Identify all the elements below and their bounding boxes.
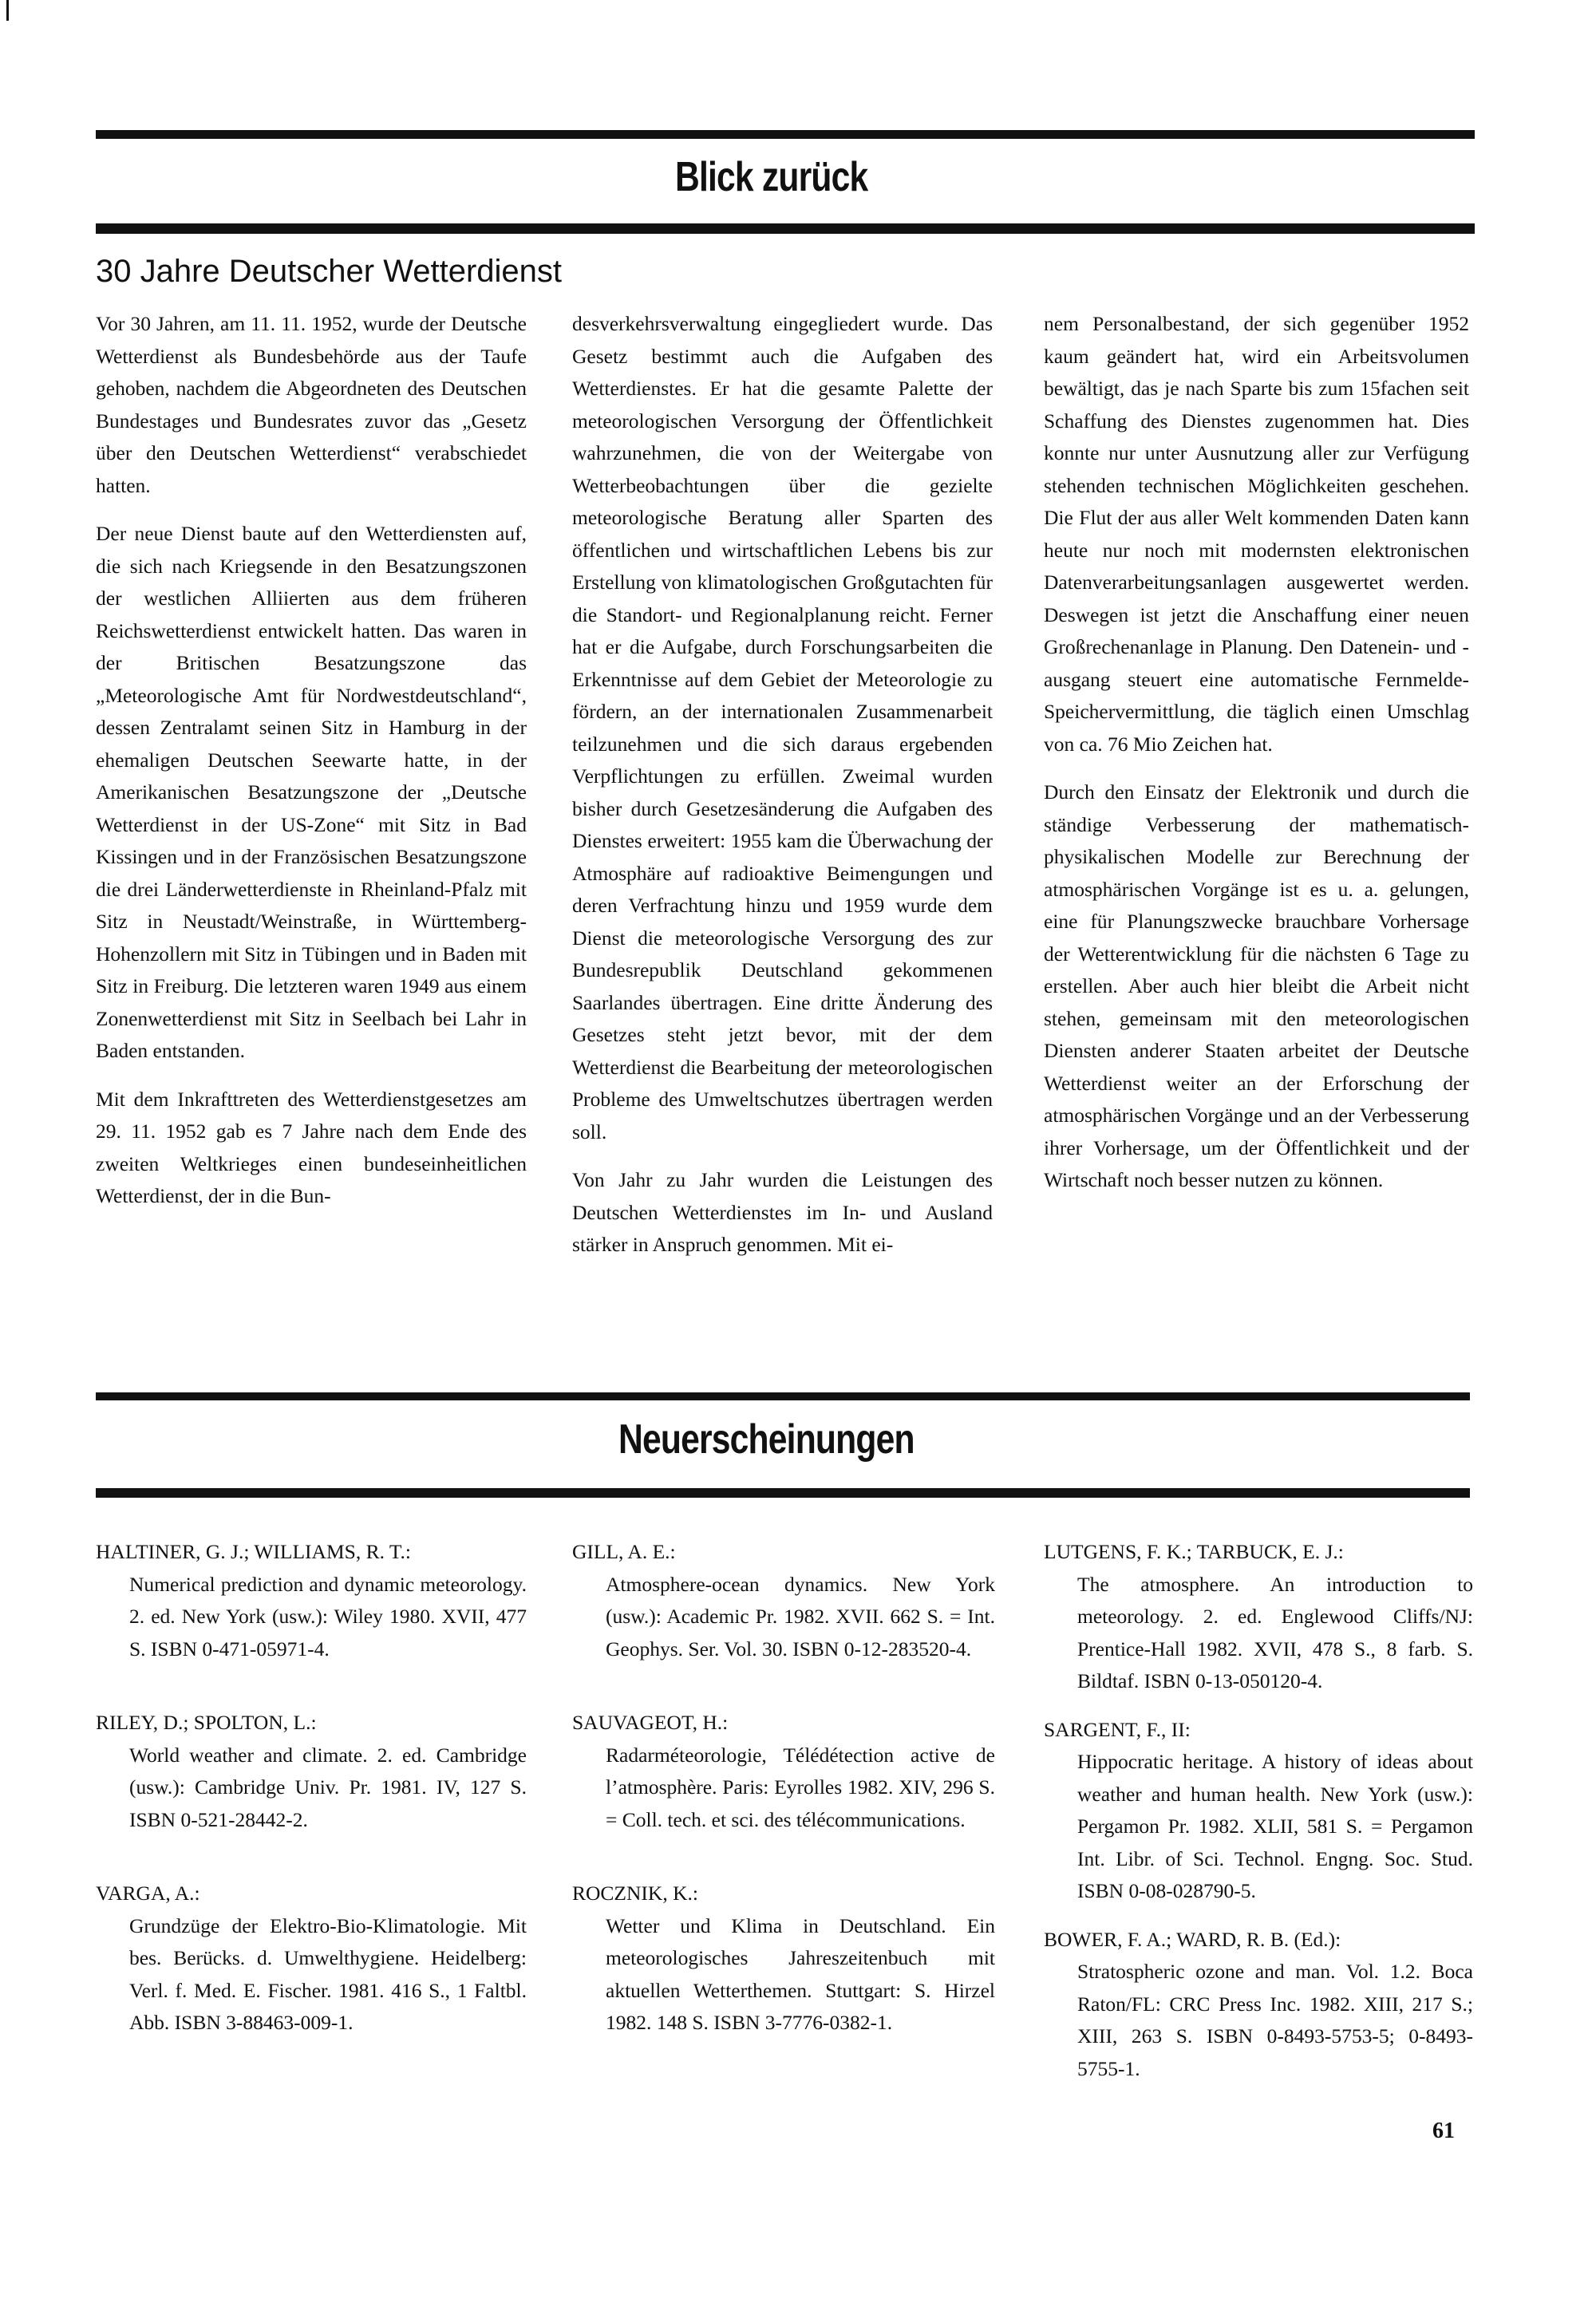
- section-rule-top: [96, 130, 1475, 139]
- reference-text: Grundzüge der Elektro-Bio-Klimatologie. Mit bes. Berücks. d. Umwelthygiene. Heidelberg: Verl. f. Med. E. Fischer. 1981. 416 S., 1 Faltbl. Abb. ISBN 3-88463-009-1.: [129, 1913, 527, 2034]
- reference-text: Atmosphere-ocean dynamics. New York (usw.): Academic Pr. 1982. XVII. 662 S. = Int. Geophys. Ser. Vol. 30. ISBN 0-12-283520-4.: [606, 1572, 995, 1661]
- article-column-2: [572, 308, 993, 1262]
- reference-entry: [572, 1707, 995, 1836]
- article-paragraph: Der neue Dienst baute auf den Wetterdiensten auf, die sich nach Kriegsende in den Besatzungszonen der westlichen Alliierten aus dem früheren Reichswetterdienst entwickelt hatten. Das waren in der Britischen Besatzungszone das „Meteorologische Amt für Nordwestdeutschland“, dessen Zentralamt seinen Sitz in Hamburg in der ehemaligen Deutschen Seewarte hatte, in der Amerikanischen Besatzungszone der „Deutsche Wetterdienst in der US-Zone“ mit Sitz in Bad Kissingen und in der Französischen Besatzungszone die drei Länderwetterdienste in Rheinland-Pfalz mit Sitz in Neustadt/Weinstraße, in Württemberg-Hohenzollern mit Sitz in Tübingen und in Baden mit Sitz in Freiburg. Die letzteren waren 1949 aus einem Zonenwetterdienst mit Sitz in Seelbach bei Lahr in Baden entstanden.: [96, 522, 527, 1062]
- reference-entry: [1044, 1714, 1473, 1908]
- article-paragraph: Vor 30 Jahren, am 11. 11. 1952, wurde der Deutsche Wetterdienst als Bundesbehörde aus der Taufe gehoben, nachdem die Abgeordneten des Deutschen Bundestages und Bundesrates zuvor das „Gesetz über den Deutschen Wetterdienst“ verabschiedet hatten.: [96, 312, 527, 497]
- section-heading-neuerscheinungen: Neuerscheinungen: [618, 1416, 915, 1463]
- article-paragraph: desverkehrsverwaltung eingegliedert wurde. Das Gesetz bestimmt auch die Aufgaben des Wetterdienstes. Er hat die gesamte Palette der meteorologischen Versorgung der Öffentlichkeit wahrzunehmen, die von der Weitergabe von Wetterbeobachtungen über die gezielte meteorologische Beratung aller Sparten des öffentlichen und wirtschaftlichen Lebens bis zur Erstellung von klimatologischen Großgutachten für die Standort- und Regionalplanung reicht. Ferner hat er die Aufgabe, durch Forschungsarbeiten die Erkenntnisse auf dem Gebiet der Meteorologie zu fördern, an der internationalen Zusammenarbeit teilzunehmen und die sich daraus ergebenden Verpflichtungen zu erfüllen. Zweimal wurden bisher durch Gesetzesänderung die Aufgaben des Dienstes erweitert: 1955 kam die Überwachung der Atmosphäre auf radioaktive Beimengungen und deren Verfrachtung hinzu und 1959 wurde dem Dienst die meteorologische Versorgung des zur Bundesrepublik Deutschland gekommenen Saarlandes übertragen. Eine dritte Änderung des Gesetzes steht jetzt bevor, mit der dem Wetterdienst die Bearbeitung der meteorologischen Probleme des Umweltschutzes übertragen werden soll.: [572, 312, 993, 1143]
- reference-entry: [1044, 1924, 1473, 2086]
- article-title: 30 Jahre Deutscher Wetterdienst: [96, 254, 563, 289]
- reference-author: HALTINER, G. J.; WILLIAMS, R. T.:: [96, 1540, 412, 1563]
- reference-text: Stratospheric ozone and man. Vol. 1.2. Boca Raton/FL: CRC Press Inc. 1982. XIII, 217 S.; XIII, 263 S. ISBN 0-8493-5753-5; 0-8493-5755-1.: [1077, 1960, 1473, 2080]
- reference-entry: [572, 1878, 995, 2040]
- article-column-1: [96, 308, 527, 1213]
- reference-author: BOWER, F. A.; WARD, R. B. (Ed.):: [1044, 1927, 1341, 1951]
- reference-author: SARGENT, F., II:: [1044, 1717, 1191, 1741]
- reference-entry: [96, 1707, 527, 1836]
- article-paragraph: Von Jahr zu Jahr wurden die Leistungen des Deutschen Wetterdienstes im In- und Ausland stärker in Anspruch genommen. Mit ei-: [572, 1168, 993, 1256]
- reference-author: GILL, A. E.:: [572, 1540, 676, 1563]
- article-paragraph: Mit dem Inkrafttreten des Wetterdienstgesetzes am 29. 11. 1952 gab es 7 Jahre nach dem Ende des zweiten Weltkrieges einen bundeseinheitlichen Wetterdienst, der in die Bun-: [96, 1087, 527, 1207]
- reference-entry: [96, 1536, 527, 1665]
- section-rule-bottom: [96, 223, 1475, 234]
- article-paragraph: Durch den Einsatz der Elektronik und durch die ständige Verbesserung der mathematisch-physikalischen Modelle zur Berechnung der atmosphärischen Vorgänge ist es u. a. gelungen, eine für Planungszwecke brauchbare Vorhersage der Wetterentwicklung für die nächsten 6 Tage zu erstellen. Aber auch hier bleibt die Arbeit nicht stehen, gemeinsam mit den meteorologischen Diensten anderer Staaten arbeitet der Deutsche Wetterdienst weiter an der Erforschung der atmosphärischen Vorgänge und an der Verbesserung ihrer Vorhersage, um der Öffentlichkeit und der Wirtschaft noch besser nutzen zu können.: [1044, 780, 1469, 1191]
- reference-entry: [96, 1878, 527, 2040]
- reference-column-2: [572, 1536, 995, 2081]
- reference-text: World weather and climate. 2. ed. Cambridge (usw.): Cambridge Univ. Pr. 1981. IV, 127 S. ISBN 0-521-28442-2.: [129, 1743, 527, 1831]
- reference-column-3: [1044, 1536, 1473, 2126]
- scan-corner-mark: [6, 0, 9, 21]
- reference-entry: [572, 1536, 995, 1665]
- section-rule-top: [96, 1392, 1470, 1400]
- reference-text: Wetter und Klima in Deutschland. Ein meteorologisches Jahreszeitenbuch mit aktuellen Wetterthemen. Stuttgart: S. Hirzel 1982. 148 S. ISBN 3-7776-0382-1.: [606, 1913, 995, 2034]
- section-heading-blick-zurueck: Blick zurück: [675, 154, 868, 200]
- reference-entry: [1044, 1536, 1473, 1698]
- reference-author: SAUVAGEOT, H.:: [572, 1711, 729, 1734]
- section-rule-bottom: [96, 1488, 1470, 1498]
- reference-text: The atmosphere. An introduction to meteorology. 2. ed. Englewood Cliffs/NJ: Prentice-Hall 1982. XVII, 478 S., 8 farb. S. Bildtaf. ISBN 0-13-050120-4.: [1077, 1572, 1473, 1692]
- reference-author: VARGA, A.:: [96, 1882, 200, 1905]
- reference-text: Numerical prediction and dynamic meteorology. 2. ed. New York (usw.): Wiley 1980. XVII, 477 S. ISBN 0-471-05971-4.: [129, 1572, 527, 1661]
- reference-text: Hippocratic heritage. A history of ideas about weather and human health. New York (usw.): Pergamon Pr. 1982. XLII, 581 S. = Pergamon Int. Libr. of Sci. Technol. Engng. Soc. Stud. ISBN 0-08-028790-5.: [1077, 1750, 1473, 1902]
- reference-author: RILEY, D.; SPOLTON, L.:: [96, 1711, 317, 1734]
- reference-author: LUTGENS, F. K.; TARBUCK, E. J.:: [1044, 1540, 1344, 1563]
- reference-column-1: [96, 1536, 527, 2081]
- article-column-3: [1044, 308, 1469, 1197]
- reference-author: ROCZNIK, K.:: [572, 1882, 698, 1905]
- article-paragraph: nem Personalbestand, der sich gegenüber 1952 kaum geändert hat, wird ein Arbeitsvolumen bewältigt, das je nach Sparte bis zum 15fachen seit Schaffung des Dienstes zugenommen hat. Dies konnte nur unter Ausnutzung aller zur Verfügung stehenden technischen Möglichkeiten geschehen. Die Flut der aus aller Welt kommenden Daten kann heute nur noch mit modernsten elektronischen Datenverarbeitungsanlagen ausgewertet werden. Deswegen ist jetzt die Anschaffung einer neuen Großrechenanlage in Planung. Den Datenein- und -ausgang steuert eine automatische Fernmelde-Speichervermittlung, die täglich einen Umschlag von ca. 76 Mio Zeichen hat.: [1044, 312, 1469, 756]
- reference-text: Radarméteorologie, Télédétection active de l’atmosphère. Paris: Eyrolles 1982. XIV, 296 S. = Coll. tech. et sci. des télécommunications.: [606, 1743, 995, 1831]
- page-number: 61: [1432, 2119, 1455, 2143]
